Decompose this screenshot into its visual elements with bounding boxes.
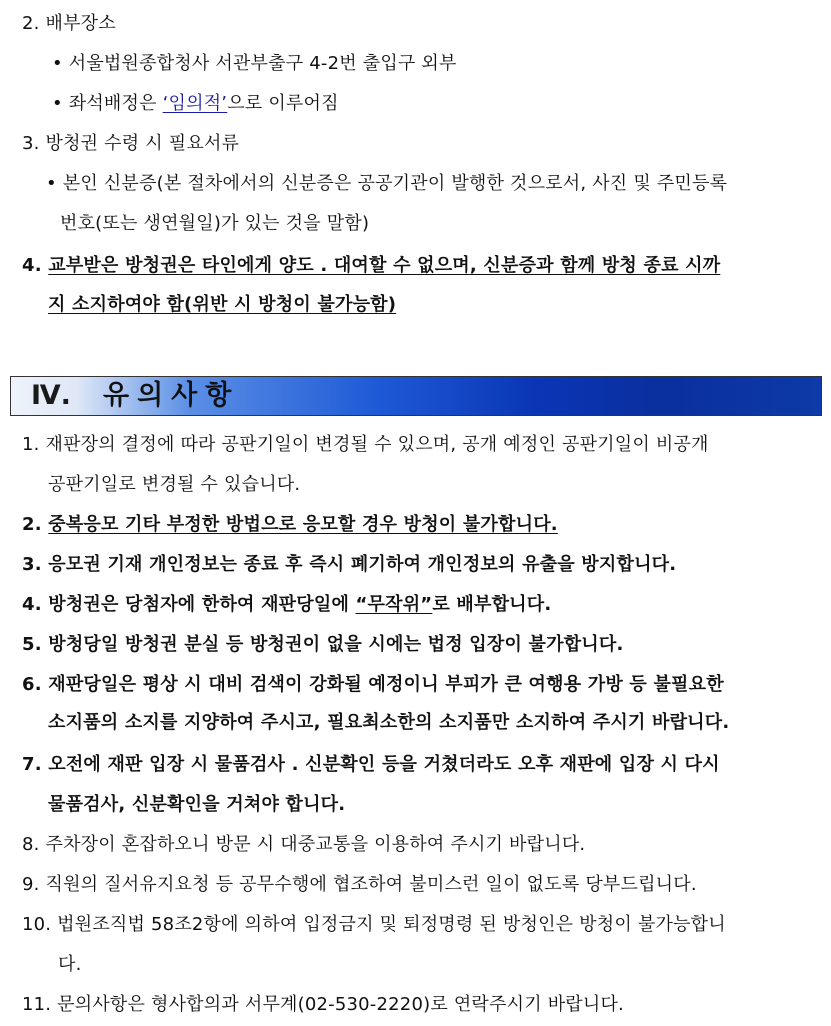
item-4-line1 xyxy=(22,253,720,279)
seating-text-post: 으로 이루어짐 xyxy=(227,93,339,114)
item-3-bullet-id-line1: • 본인 신분증(본 절차에서의 신분증은 공공기관이 발행한 것으로서, 사진 및 주민등록 xyxy=(46,171,727,197)
note-4-post: 로 배부합니다. xyxy=(432,594,552,615)
section-header-bar xyxy=(10,376,822,416)
note-4-pre: 4. 방청권은 당첨자에 한하여 재판당일에 xyxy=(22,594,356,615)
note-2-text: 중복응모 기타 부정한 방법으로 응모할 경우 방청이 불가합니다. xyxy=(48,514,558,535)
item-3-bullet-id-line2: 번호(또는 생연월일)가 있는 것을 말함) xyxy=(60,213,370,234)
note-2-number: 2. xyxy=(22,514,42,535)
note-7-line2: 물품검사, 신분확인을 거쳐야 합니다. xyxy=(48,794,346,815)
seating-emphasis: ‘임의적’ xyxy=(162,93,228,114)
note-10-line1: 10. 법원조직법 58조2항에 의하여 입정금지 및 퇴정명령 된 방청인은 방청이 불가능합니 xyxy=(22,914,726,935)
note-4 xyxy=(22,592,551,618)
item-4-line2: 지 소지하여야 함(위반 시 방청이 불가능함) xyxy=(48,294,397,315)
item-4-number: 4. xyxy=(22,255,42,276)
item-3-heading: 3. 방청권 수령 시 필요서류 xyxy=(22,133,240,154)
note-5: 5. 방청당일 방청권 분실 등 방청권이 없을 시에는 법정 입장이 불가합니다. xyxy=(22,634,624,655)
note-6-line2: 소지품의 소지를 지양하여 주시고, 필요최소한의 소지품만 소지하여 주시기 바랍니다. xyxy=(48,712,730,733)
note-6-line1: 6. 재판당일은 평상 시 대비 검색이 강화될 예정이니 부피가 큰 여행용 가방 등 불필요한 xyxy=(22,674,724,695)
seating-text-pre: 좌석배정은 xyxy=(68,93,163,114)
note-10-line2: 다. xyxy=(58,954,82,975)
note-9: 9. 직원의 질서유지요청 등 공무수행에 협조하여 불미스런 일이 없도록 당부드립니다. xyxy=(22,874,697,895)
note-1-line2: 공판기일로 변경될 수 있습니다. xyxy=(48,474,301,495)
note-2 xyxy=(22,512,558,538)
item-4-text-line1: 교부받은 방청권은 타인에게 양도 . 대여할 수 없으며, 신분증과 함께 방청 종료 시까 xyxy=(48,255,721,276)
item-2-bullet-location: • 서울법원종합청사 서관부출구 4-2번 출입구 외부 xyxy=(52,51,457,77)
note-4-emphasis: “무작위” xyxy=(355,594,433,615)
note-1-line1: 1. 재판장의 결정에 따라 공판기일이 변경될 수 있으며, 공개 예정인 공판기일이 비공개 xyxy=(22,434,709,455)
item-2-heading: 2. 배부장소 xyxy=(22,13,116,34)
note-3: 3. 응모권 기재 개인정보는 종료 후 즉시 폐기하여 개인정보의 유출을 방지합니다. xyxy=(22,554,677,575)
note-11: 11. 문의사항은 형사합의과 서무계(02-530-2220)로 연락주시기 바랍니다. xyxy=(22,994,624,1015)
note-7-line1: 7. 오전에 재판 입장 시 물품검사 . 신분확인 등을 거쳤더라도 오후 재판에 입장 시 다시 xyxy=(22,754,720,775)
section-title: 유의사항 xyxy=(103,380,240,411)
note-8: 8. 주차장이 혼잡하오니 방문 시 대중교통을 이용하여 주시기 바랍니다. xyxy=(22,834,586,855)
item-2-bullet-seating xyxy=(52,91,339,117)
section-number: Ⅳ. xyxy=(31,380,71,411)
